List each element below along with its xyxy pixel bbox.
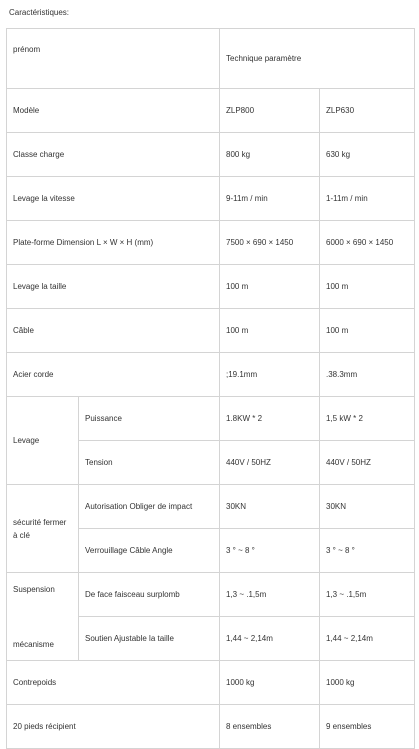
row-value-1: 1.8KW * 2 [220, 397, 320, 441]
row-value-2: 440V / 50HZ [320, 441, 415, 485]
row-label: Câble [7, 309, 220, 353]
header-param-cell: Technique paramètre [220, 29, 415, 89]
row-value-1: 1000 kg [220, 661, 320, 705]
row-sublabel: Tension [79, 441, 220, 485]
row-value-2: 100 m [320, 309, 415, 353]
row-value-2: 1,3 ~ .1,5m [320, 573, 415, 617]
row-sublabel: Autorisation Obliger de impact [79, 485, 220, 529]
row-value-1: 1,44 ~ 2,14m [220, 617, 320, 661]
row-value-2: 3 ° ~ 8 ° [320, 529, 415, 573]
table-row [7, 265, 415, 309]
table-header-row [7, 29, 415, 89]
row-value-2: .38.3mm [320, 353, 415, 397]
row-label: Plate-forme Dimension L × W × H (mm) [7, 221, 220, 265]
row-value-2: 9 ensembles [320, 705, 415, 749]
section-heading: Caractéristiques: [9, 8, 70, 17]
table-row [7, 353, 415, 397]
table-row [7, 133, 415, 177]
row-value-1: ZLP800 [220, 89, 320, 133]
row-label: Levage la taille [7, 265, 220, 309]
row-value-2: 100 m [320, 265, 415, 309]
spec-table [6, 28, 415, 749]
row-value-2: 1-11m / min [320, 177, 415, 221]
suspension-label-top: Suspension [13, 584, 55, 594]
table-row [7, 705, 415, 749]
row-value-1: 1,3 ~ .1,5m [220, 573, 320, 617]
row-sublabel: Puissance [79, 397, 220, 441]
table-row [7, 397, 415, 441]
group-label-suspension [7, 573, 79, 661]
table-row [7, 89, 415, 133]
table-row [7, 485, 415, 529]
group-label-lifting: Levage [7, 397, 79, 485]
row-value-1: 3 ° ~ 8 ° [220, 529, 320, 573]
row-value-1: 30KN [220, 485, 320, 529]
row-value-2: 1000 kg [320, 661, 415, 705]
header-name-cell: prénom [7, 29, 220, 89]
row-value-2: 30KN [320, 485, 415, 529]
row-sublabel: De face faisceau surplomb [79, 573, 220, 617]
table-row [7, 309, 415, 353]
table-row [7, 573, 415, 617]
row-value-2: ZLP630 [320, 89, 415, 133]
row-label: Modèle [7, 89, 220, 133]
row-value-1: 8 ensembles [220, 705, 320, 749]
suspension-label-bottom: mécanisme [13, 639, 54, 649]
row-value-1: 440V / 50HZ [220, 441, 320, 485]
row-value-1: 100 m [220, 265, 320, 309]
row-value-2: 6000 × 690 × 1450 [320, 221, 415, 265]
table-row [7, 221, 415, 265]
row-value-2: 1,44 ~ 2,14m [320, 617, 415, 661]
row-label: Levage la vitesse [7, 177, 220, 221]
row-sublabel: Verrouillage Câble Angle [79, 529, 220, 573]
row-sublabel: Soutien Ajustable la taille [79, 617, 220, 661]
group-label-safety: sécurité fermer à clé [7, 485, 79, 573]
row-label: Acier corde [7, 353, 220, 397]
row-label: Contrepoids [7, 661, 220, 705]
row-value-1: ;19.1mm [220, 353, 320, 397]
row-label: Classe charge [7, 133, 220, 177]
row-value-1: 9-11m / min [220, 177, 320, 221]
row-value-2: 630 kg [320, 133, 415, 177]
row-label: 20 pieds récipient [7, 705, 220, 749]
row-value-2: 1,5 kW * 2 [320, 397, 415, 441]
row-value-1: 800 kg [220, 133, 320, 177]
table-row [7, 661, 415, 705]
table-row [7, 177, 415, 221]
row-value-1: 100 m [220, 309, 320, 353]
row-value-1: 7500 × 690 × 1450 [220, 221, 320, 265]
